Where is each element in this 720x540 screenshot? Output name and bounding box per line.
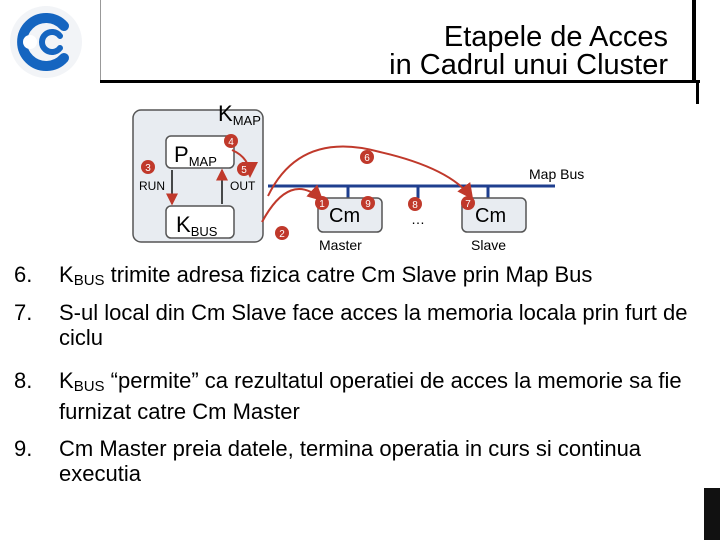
step-badge-9 (361, 196, 375, 210)
svg-text:6: 6 (364, 153, 370, 164)
svg-text:3: 3 (145, 163, 151, 174)
slide-number: 23 (676, 84, 689, 96)
cluster-diagram (0, 0, 720, 260)
list-text: S-ul local din Cm Slave face acces la memoria locala prin furt de ciclu (59, 300, 688, 350)
cm-slave-label: Cm (475, 205, 507, 227)
svg-text:5: 5 (241, 165, 247, 176)
map-bus-label: Map Bus (529, 166, 585, 182)
master-label: Master (319, 237, 362, 253)
svg-text:8: 8 (412, 200, 418, 211)
step-badge-1 (315, 196, 329, 210)
list-number: 8. (14, 368, 33, 393)
slide-title-line1: Etapele de Acces (443, 21, 668, 53)
svg-text:7: 7 (465, 199, 471, 210)
step-badge-5 (237, 162, 251, 176)
list-number: 9. (14, 436, 33, 461)
svg-text:4: 4 (228, 137, 234, 148)
step-badge-6 (360, 150, 374, 164)
cm-master-label: Cm (329, 205, 361, 227)
slide-title-line2: in Cadrul unui Cluster (389, 49, 668, 81)
kbus-label: KBUS (176, 212, 218, 239)
list-text: $K_{BUS}$ “permite” ca rezultatul operatiei de acces la memorie sa fie furnizat catre Cm Master (59, 368, 682, 424)
kmap-label: KMAP (218, 101, 261, 128)
run-label: RUN (139, 179, 165, 193)
out-label: OUT (230, 179, 256, 193)
step-badge-4 (224, 134, 238, 148)
step-badge-8 (408, 197, 422, 211)
corner-decoration (704, 488, 720, 540)
svg-text:2: 2 (279, 229, 285, 240)
dots-label: … (411, 211, 425, 227)
pmap-label: PMAP (174, 142, 217, 169)
list-number: 6. (14, 262, 33, 287)
svg-text:1: 1 (319, 199, 325, 210)
list-text: $K_{BUS}$ trimite adresa fizica catre Cm Slave prin Map Bus (59, 262, 593, 289)
step-badge-2 (275, 226, 289, 240)
slave-label: Slave (471, 237, 507, 253)
svg-text:9: 9 (365, 199, 371, 210)
list-text: Cm Master preia datele, termina operatia in curs si continua executia (59, 436, 642, 486)
step-badge-3 (141, 160, 155, 174)
step-badge-7 (461, 196, 475, 210)
arrow-1-2 (262, 189, 322, 222)
list-number: 7. (14, 300, 33, 325)
